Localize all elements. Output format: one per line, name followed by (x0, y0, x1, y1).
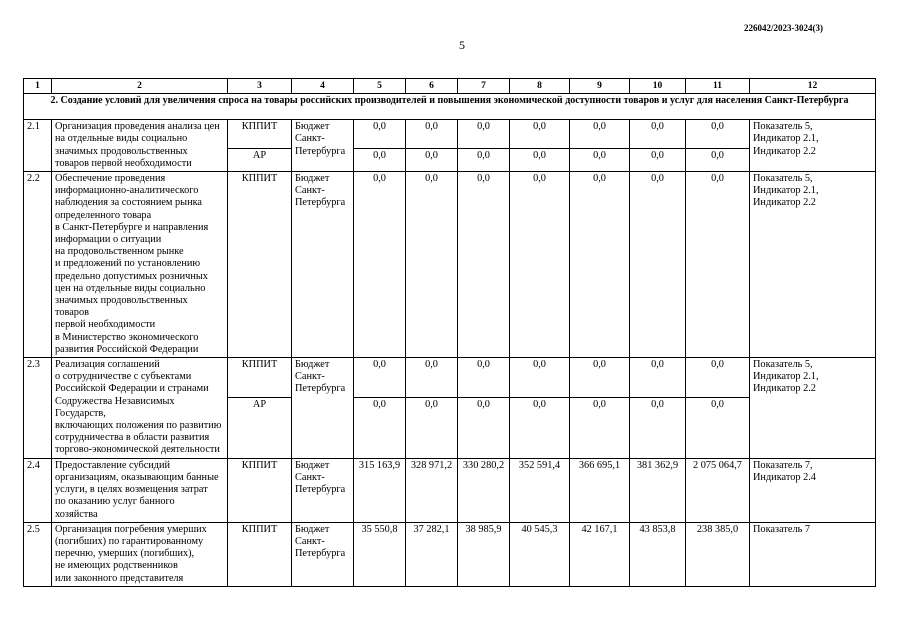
section-title: 2. Создание условий для увеличения спроса на товары российских производителей и повышения экономической доступности товаров и услуг для населения Санкт-Петербурга (24, 94, 876, 120)
value-cell: 38 985,9 (458, 522, 510, 586)
value-cell: 330 280,2 (458, 458, 510, 522)
value-cell: 42 167,1 (570, 522, 630, 586)
value-cell: 0,0 (354, 358, 406, 398)
value-cell: 40 545,3 (510, 522, 570, 586)
value-cell: 0,0 (406, 172, 458, 358)
executor: КППИТ (228, 120, 292, 149)
value-cell: 0,0 (458, 120, 510, 149)
row-number: 2.1 (24, 120, 52, 172)
value-cell: 43 853,8 (630, 522, 686, 586)
column-numbers-row (24, 79, 876, 94)
column-header: 11 (686, 79, 750, 94)
value-cell: 381 362,9 (630, 458, 686, 522)
value-cell: 0,0 (458, 149, 510, 172)
measure-name: Предоставление субсидий организациям, оказывающим банные услуги, в целях возмещения затрат по оказанию услуг банного хозяйства (52, 458, 228, 522)
column-header: 7 (458, 79, 510, 94)
value-cell: 0,0 (354, 398, 406, 459)
measure-name: Организация проведения анализа цен на отдельные виды социально значимых продовольственных товаров первой необходимости (52, 120, 228, 172)
column-header: 12 (750, 79, 876, 94)
value-cell: 0,0 (570, 358, 630, 398)
value-cell: 366 695,1 (570, 458, 630, 522)
value-cell: 352 591,4 (510, 458, 570, 522)
value-cell: 0,0 (458, 358, 510, 398)
table-row (24, 120, 876, 149)
table-row (24, 358, 876, 398)
value-cell: 0,0 (510, 172, 570, 358)
section-row (24, 94, 876, 120)
funding-source: Бюджет Санкт-Петербурга (292, 358, 354, 459)
indicators: Показатель 5, Индикатор 2.1, Индикатор 2.2 (750, 120, 876, 172)
value-cell: 0,0 (630, 149, 686, 172)
value-cell: 0,0 (686, 358, 750, 398)
executor: КППИТ (228, 458, 292, 522)
measure-name: Реализация соглашений о сотрудничестве с субъектами Российской Федерации и странами Содружества Независимых Государств, включающих положения по развитию сотрудничества в области развития торгово-экономической деятельности (52, 358, 228, 459)
value-cell: 0,0 (570, 149, 630, 172)
value-cell: 0,0 (354, 120, 406, 149)
value-cell: 0,0 (686, 398, 750, 459)
indicators: Показатель 7 (750, 522, 876, 586)
value-cell: 315 163,9 (354, 458, 406, 522)
column-header: 2 (52, 79, 228, 94)
funding-source: Бюджет Санкт-Петербурга (292, 522, 354, 586)
value-cell: 0,0 (406, 398, 458, 459)
executor: КППИТ (228, 522, 292, 586)
value-cell: 0,0 (510, 149, 570, 172)
indicators: Показатель 5, Индикатор 2.1, Индикатор 2.2 (750, 172, 876, 358)
row-number: 2.3 (24, 358, 52, 459)
value-cell: 37 282,1 (406, 522, 458, 586)
row-number: 2.4 (24, 458, 52, 522)
column-header: 10 (630, 79, 686, 94)
value-cell: 328 971,2 (406, 458, 458, 522)
column-header: 1 (24, 79, 52, 94)
page-number: 5 (459, 38, 465, 52)
executor: КППИТ (228, 358, 292, 398)
column-header: 5 (354, 79, 406, 94)
value-cell: 0,0 (458, 398, 510, 459)
value-cell: 0,0 (354, 149, 406, 172)
measure-name: Организация погребения умерших (погибших) по гарантированному перечню, умерших (погибших), не имеющих родственников или законного представителя (52, 522, 228, 586)
value-cell: 238 385,0 (686, 522, 750, 586)
value-cell: 0,0 (510, 358, 570, 398)
value-cell: 0,0 (630, 172, 686, 358)
value-cell: 0,0 (510, 398, 570, 459)
executor: КППИТ (228, 172, 292, 358)
funding-source: Бюджет Санкт-Петербурга (292, 172, 354, 358)
value-cell: 0,0 (458, 172, 510, 358)
value-cell: 0,0 (406, 149, 458, 172)
value-cell: 0,0 (354, 172, 406, 358)
value-cell: 0,0 (686, 172, 750, 358)
executor: АР (228, 398, 292, 459)
table-row (24, 172, 876, 358)
value-cell: 0,0 (686, 149, 750, 172)
indicators: Показатель 5, Индикатор 2.1, Индикатор 2.2 (750, 358, 876, 459)
table-row (24, 522, 876, 586)
column-header: 9 (570, 79, 630, 94)
value-cell: 0,0 (630, 120, 686, 149)
document-number: 226042/2023-3024(3) (744, 23, 823, 33)
value-cell: 0,0 (686, 120, 750, 149)
value-cell: 0,0 (406, 120, 458, 149)
value-cell: 0,0 (570, 172, 630, 358)
column-header: 3 (228, 79, 292, 94)
funding-source: Бюджет Санкт-Петербурга (292, 458, 354, 522)
indicators: Показатель 7, Индикатор 2.4 (750, 458, 876, 522)
row-number: 2.2 (24, 172, 52, 358)
measure-name: Обеспечение проведения информационно-аналитического наблюдения за состоянием рынка определенного товара в Санкт-Петербурге и направления информации о ситуации на продовольственном рынке и предложений по установлению предельно допустимых розничных цен на отдельные виды социально значимых продовольственных товаров первой необходимости в Министерство экономического развития Российской Федерации (52, 172, 228, 358)
value-cell: 0,0 (510, 120, 570, 149)
value-cell: 0,0 (630, 398, 686, 459)
value-cell: 0,0 (570, 398, 630, 459)
value-cell: 35 550,8 (354, 522, 406, 586)
value-cell: 0,0 (406, 358, 458, 398)
value-cell: 0,0 (630, 358, 686, 398)
table-row (24, 458, 876, 522)
value-cell: 2 075 064,7 (686, 458, 750, 522)
value-cell: 0,0 (570, 120, 630, 149)
funding-source: Бюджет Санкт-Петербурга (292, 120, 354, 172)
column-header: 4 (292, 79, 354, 94)
row-number: 2.5 (24, 522, 52, 586)
column-header: 8 (510, 79, 570, 94)
executor: АР (228, 149, 292, 172)
column-header: 6 (406, 79, 458, 94)
program-table (23, 78, 876, 587)
